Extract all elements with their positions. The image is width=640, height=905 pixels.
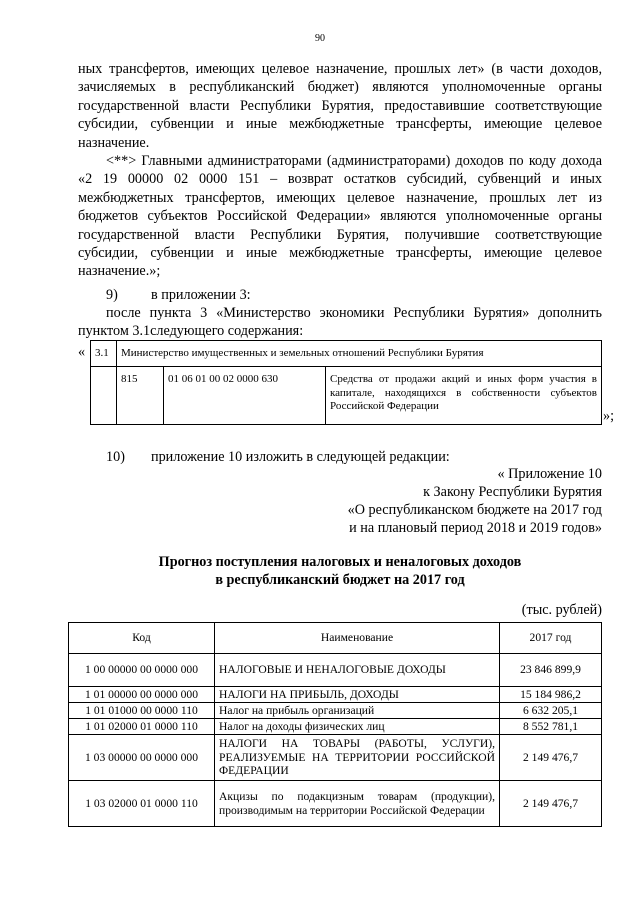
row-name: НАЛОГИ НА ПРИБЫЛЬ, ДОХОДЫ — [215, 687, 500, 703]
insert-admin-code: 815 — [117, 367, 164, 425]
row-value: 6 632 205,1 — [500, 703, 602, 719]
table-row — [69, 654, 602, 687]
row-code: 1 01 00000 00 0000 000 — [69, 687, 215, 703]
row-value: 2 149 476,7 — [500, 781, 602, 827]
table-row — [69, 687, 602, 703]
insert-table — [90, 340, 602, 425]
row-value: 8 552 781,1 — [500, 719, 602, 735]
header-code: Код — [69, 623, 215, 654]
row-code: 1 01 01000 00 0000 110 — [69, 703, 215, 719]
paragraph-admins-1: ных трансфертов, имеющих целевое назначение, прошлых лет» (в части доходов, зачисляемых в республиканский бюджет) являются уполномоченные органы государственной власти Республики Бурятия, предоставившие соответствующие субсидии, субвенции и иные межбюджетные трансферты, имеющие целевое назначение. — [78, 61, 602, 151]
insert-close-quote: »; — [603, 408, 615, 424]
item-10-number: 10) — [106, 449, 125, 465]
header-name: Наименование — [215, 623, 500, 654]
row-code: 1 00 00000 00 0000 000 — [69, 654, 215, 687]
forecast-table — [68, 622, 602, 827]
row-code: 1 01 02000 01 0000 110 — [69, 719, 215, 735]
table-row — [69, 703, 602, 719]
table-row — [69, 719, 602, 735]
row-name: Акцизы по подакцизным товарам (продукции), производимым на территории Российской Федерации — [215, 781, 500, 827]
forecast-title-line-2: в республиканский бюджет на 2017 год — [215, 572, 465, 588]
row-name: НАЛОГОВЫЕ И НЕНАЛОГОВЫЕ ДОХОДЫ — [215, 654, 500, 687]
row-code: 1 03 00000 00 0000 000 — [69, 735, 215, 781]
header-year: 2017 год — [500, 623, 602, 654]
item-9-number: 9) — [106, 287, 118, 303]
row-name: НАЛОГИ НА ТОВАРЫ (РАБОТЫ, УСЛУГИ), РЕАЛИЗУЕМЫЕ НА ТЕРРИТОРИИ РОССИЙСКОЙ ФЕДЕРАЦИИ — [215, 735, 500, 781]
insert-income-code: 01 06 01 00 02 0000 630 — [164, 367, 326, 425]
insert-table-row — [91, 367, 602, 425]
insert-open-quote: « — [78, 344, 86, 360]
table-row — [69, 781, 602, 827]
row-value: 23 846 899,9 — [500, 654, 602, 687]
row-name: Налог на доходы физических лиц — [215, 719, 500, 735]
insert-item-number: 3.1 — [91, 341, 117, 367]
table-row — [69, 735, 602, 781]
units-label: (тыс. рублей) — [521, 602, 602, 618]
page-number: 90 — [315, 33, 325, 44]
appendix-header-line-2: к Закону Республики Бурятия — [423, 484, 602, 500]
row-name: Налог на прибыль организаций — [215, 703, 500, 719]
row-value: 2 149 476,7 — [500, 735, 602, 781]
item-10-text: приложение 10 изложить в следующей редакции: — [151, 449, 450, 465]
insert-ministry-name: Министерство имущественных и земельных отношений Республики Бурятия — [117, 341, 602, 367]
item-9-text: в приложении 3: — [151, 287, 251, 303]
insert-empty-cell — [91, 367, 117, 425]
row-code: 1 03 02000 01 0000 110 — [69, 781, 215, 827]
paragraph-admins-2: <**> Главными администраторами (администраторами) доходов по коду дохода «2 19 00000 02 0000 151 – возврат остатков субсидий, субвенций и иных межбюджетных трансфертов, имеющих целевое назначение, прошлых лет из бюджетов субъектов Российской Федерации» являются уполномоченные органы государственной власти Республики Бурятия, получившие соответствующие субсидии, субвенции и иные межбюджетные трансферты, имеющие целевое назначение.»; — [78, 153, 602, 280]
insert-table-header-row — [91, 341, 602, 367]
appendix-header-line-4: и на плановый период 2018 и 2019 годов» — [349, 520, 602, 536]
appendix-header-line-1: « Приложение 10 — [497, 466, 602, 482]
insert-description: Средства от продажи акций и иных форм участия в капитале, находящихся в собственности субъектов Российской Федерации — [326, 367, 602, 425]
appendix-header-line-3: «О республиканском бюджете на 2017 год — [347, 502, 602, 518]
forecast-table-header — [69, 623, 602, 654]
forecast-title-line-1: Прогноз поступления налоговых и неналоговых доходов — [158, 554, 522, 570]
paragraph-add-item: после пункта 3 «Министерство экономики Республики Бурятия» дополнить пунктом 3.1следующего содержания: — [78, 305, 602, 340]
row-value: 15 184 986,2 — [500, 687, 602, 703]
